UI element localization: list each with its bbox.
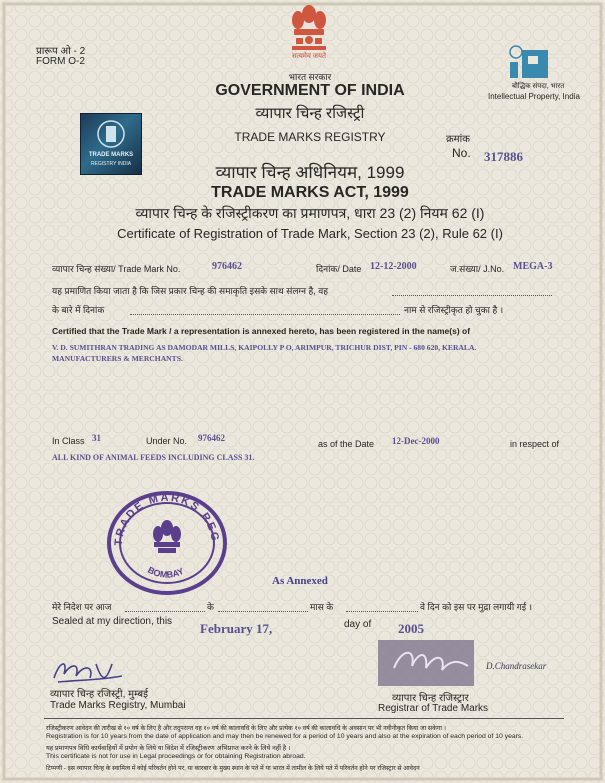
ip-india-english: Intellectual Property, India: [488, 92, 580, 101]
ip-india-hindi: बौद्धिक संपदा, भारत: [512, 83, 565, 90]
footer-divider: [44, 718, 564, 719]
stamp-text-bottom: BOMBAY: [146, 564, 186, 580]
left-signatory: Trade Marks Registry, Mumbai: [50, 700, 186, 711]
class-number: 31: [92, 433, 101, 443]
serial-number: 317886: [484, 149, 523, 164]
footer-note-hindi-1: रजिस्ट्रीकरण आवेदन की तारीख से १० वर्ष के लिए है और तदुपरान्त वह १० वर्ष की कालावधि के लिए और प्रत्येक १० वर्ष की कालावधि के अवसान पर भी नवीनीकृत किया जा सकेगा ।: [46, 725, 447, 732]
as-of-date-value: 12-Dec-2000: [392, 436, 440, 446]
hologram-label: TRADE MARKS: [88, 152, 134, 158]
owner-line-2: MANUFACTURERS & MERCHANTS.: [52, 354, 183, 363]
under-no-value: 976462: [198, 433, 225, 443]
certificate-title: Certificate of Registration of Trade Mark, Section 23 (2), Rule 62 (I): [117, 226, 503, 241]
svg-text:BOMBAY: [146, 565, 185, 580]
signature-left: [50, 656, 126, 686]
sealed-year: 2005: [398, 621, 424, 636]
direction-hindi: मेरे निदेश पर आज: [52, 602, 112, 612]
registry-hindi: व्यापार चिन्ह रजिस्ट्री: [255, 105, 365, 122]
under-no-label: Under No.: [146, 436, 188, 446]
direction-end-hindi: वे दिन को इस पर मुद्रा लगायी गई ।: [420, 602, 533, 612]
as-of-date-label: as of the Date: [318, 439, 375, 449]
owner-line-1: V. D. SUMITHRAN TRADING AS DAMODAR MILLS, KAIPOLLY P O, ARIMPUR, TRICHUR DIST, PIN - 680 620, KERALA.: [52, 343, 477, 352]
seal-annexed: As Annexed: [272, 575, 328, 587]
sealed-label: Sealed at my direction, this: [52, 616, 173, 627]
tm-number-label: व्यापार चिन्ह संख्या/ Trade Mark No.: [52, 264, 181, 274]
footer-note-2: This certificate is not for use in Legal proceedings or for obtaining Registration abroad.: [46, 753, 306, 760]
direction-maas: मास के: [310, 602, 334, 612]
class-label: In Class: [52, 436, 85, 446]
date-value: 12-12-2000: [370, 261, 417, 272]
left-signatory-hindi: व्यापार चिन्ह रजिस्ट्री, मुम्बई: [50, 689, 148, 700]
svg-text:TRADE MARKS REG: [113, 492, 221, 546]
goods-description: ALL KIND OF ANIMAL FEEDS INCLUDING CLASS 31.: [52, 453, 255, 462]
date-label: दिनांक/ Date: [316, 264, 362, 274]
day-of-label: day of: [344, 619, 372, 630]
certificate-title-hindi: व्यापार चिन्ह के रजिस्ट्रीकरण का प्रमाणपत्र, धारा 23 (2) नियम 62 (I): [135, 205, 485, 221]
tm-number-value: 976462: [212, 261, 242, 272]
in-respect-label: in respect of: [510, 439, 560, 449]
footer-note-1: Registration is for 10 years from the date of application and may then be renewed for a period of 10 years and also at the expiration of each period of 10 years.: [46, 733, 524, 740]
registrar-signature: [388, 640, 474, 686]
footer-note-hindi-3: टिप्पणी - इस व्यापार चिन्ह के स्वामित्व में कोई परिवर्तन होने पर, या कारबार के मुख्य स्थान के पते में या भारत में तामील के लिये पते में परिवर्तन होने पर रजिस्ट्रार से आवेदन: [46, 765, 420, 772]
national-emblem-icon: [286, 2, 332, 72]
dotted-line: [130, 314, 400, 315]
dotted-line: [392, 295, 552, 296]
dotted-line: [125, 611, 205, 612]
hologram-emblem-icon: [95, 118, 127, 150]
stamp-emblem-icon: [153, 520, 181, 553]
direction-ke: के: [207, 602, 214, 612]
jno-value: MEGA-3: [513, 261, 553, 272]
serial-label: No.: [452, 146, 471, 160]
serial-label-hindi: क्रमांक: [446, 134, 470, 145]
ip-india-logo-icon: [506, 44, 554, 84]
govt-title: GOVERNMENT OF INDIA: [215, 82, 405, 99]
registrar-scrawl: D.Chandrasekar: [486, 661, 547, 671]
right-signatory-hindi: व्यापार चिन्ह रजिस्ट्रार: [392, 693, 469, 704]
hologram-sub: REGISTRY INDIA: [90, 161, 132, 167]
stamp-text-top: TRADE MARKS REG: [112, 491, 222, 547]
date-line-hindi: के बारे में दिनांक: [52, 305, 105, 315]
dotted-line: [346, 611, 418, 612]
form-number-hindi: प्रारूप ओ - 2: [36, 46, 86, 57]
registry-stamp: [104, 488, 230, 596]
act-title: TRADE MARKS ACT, 1999: [211, 184, 409, 201]
hologram-seal: [80, 113, 142, 175]
right-signatory: Registrar of Trade Marks: [378, 703, 489, 714]
govt-hindi: भारत सरकार: [288, 72, 332, 82]
registered-line-hindi: नाम से रजिस्ट्रीकृत हो चुका है ।: [404, 305, 504, 315]
emblem-motto: सत्यमेव जयते: [291, 53, 327, 60]
footer-note-hindi-2: यह प्रमाणपत्र विधि कार्यवाहियों में प्रयोग के लिये या विदेश में रजिस्ट्रीकरण अभिप्राप्त करने के लिये नहीं है ।: [46, 745, 291, 752]
certified-statement: Certified that the Trade Mark / a representation is annexed hereto, has been registered in the name(s) of: [52, 326, 471, 336]
certify-line-hindi: यह प्रमाणित किया जाता है कि जिस प्रकार चिन्ह की समाकृति इसके साथ संलग्न है, वह: [52, 286, 329, 296]
sealed-date: February 17,: [200, 621, 273, 636]
dotted-line: [218, 611, 308, 612]
form-number: FORM O-2: [36, 56, 85, 67]
act-title-hindi: व्यापार चिन्ह अधिनियम, 1999: [215, 163, 405, 182]
jno-label: ज.संख्या/ J.No.: [450, 264, 505, 274]
registry-title: TRADE MARKS REGISTRY: [234, 130, 386, 144]
